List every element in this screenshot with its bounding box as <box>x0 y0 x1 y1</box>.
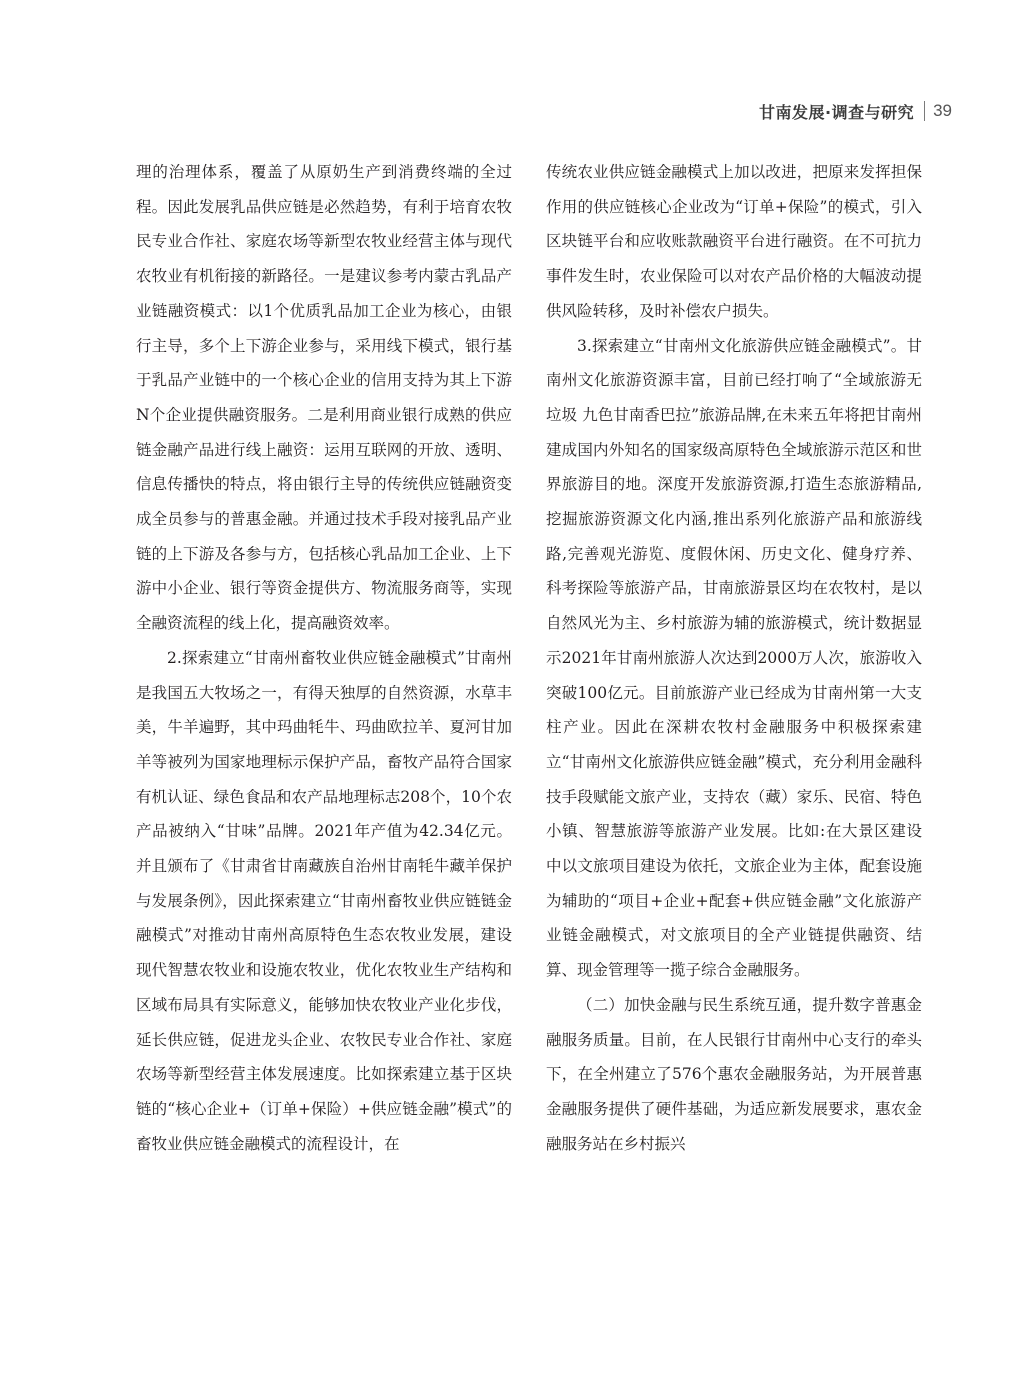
journal-section-title: 甘南发展·调查与研究 <box>758 102 915 122</box>
right-text-column <box>546 155 922 1161</box>
paragraph-tourism-finance: 3.探索建立“甘南州文化旅游供应链金融模式”。甘南州文化旅游资源丰富，目前已经打响了“全域旅游无垃圾 九色甘南香巴拉”旅游品牌,在未来五年将把甘南州建成国内外知名的国家级高原特色全域旅游示范区和世界旅游目的地。深度开发旅游资源,打造生态旅游精品,挖掘旅游资源文化内涵,推出系列化旅游产品和旅游线路,完善观光游览、度假休闲、历史文化、健身疗养、科考探险等旅游产品，甘南旅游景区均在农牧村，是以自然风光为主、乡村旅游为辅的旅游模式，统计数据显示2021年甘南州旅游人次达到2000万人次，旅游收入突破100亿元。目前旅游产业已经成为甘南州第一大支柱产业。因此在深耕农牧村金融服务中积极探索建立“甘南州文化旅游供应链金融”模式，充分利用金融科技手段赋能文旅产业，支持农（藏）家乐、民宿、特色小镇、智慧旅游等旅游产业发展。比如:在大景区建设中以文旅项目建设为依托，文旅企业为主体，配套设施为辅助的“项目+企业+配套+供应链金融”文化旅游产业链金融模式，对文旅项目的全产业链提供融资、结算、现金管理等一揽子综合金融服务。 <box>546 336 922 980</box>
left-text-column <box>136 155 512 1161</box>
paragraph-continued: 传统农业供应链金融模式上加以改进，把原来发挥担保作用的供应链核心企业改为“订单+保险”的模式，引入区块链平台和应收账款融资平台进行融资。在不可抗力事件发生时，农业保险可以对农产品价格的大幅波动提供风险转移，及时补偿农户损失。 <box>546 163 922 320</box>
paragraph-digital-inclusive-finance: （二）加快金融与民生系统互通，提升数字普惠金融服务质量。目前，在人民银行甘南州中心支行的牵头下，在全州建立了576个惠农金融服务站，为开展普惠金融服务提供了硬件基础，为适应新发展要求，惠农金融服务站在乡村振兴 <box>546 995 922 1153</box>
running-header <box>759 98 952 124</box>
paragraph-continued: 理的治理体系，覆盖了从原奶生产到消费终端的全过程。因此发展乳品供应链是必然趋势，有利于培育农牧民专业合作社、家庭农场等新型农牧业经营主体与现代农牧业有机衔接的新路径。一是建议参考内蒙古乳品产业链融资模式：以1个优质乳品加工企业为核心，由银行主导，多个上下游企业参与，采用线下模式，银行基于乳品产业链中的一个核心企业的信用支持为其上下游N个企业提供融资服务。二是利用商业银行成熟的供应链金融产品进行线上融资：运用互联网的开放、透明、信息传播快的特点，将由银行主导的传统供应链融资变成全员参与的普惠金融。并通过技术手段对接乳品产业链的上下游及各参与方，包括核心乳品加工企业、上下游中小企业、银行等资金提供方、物流服务商等，实现全融资流程的线上化，提高融资效率。 <box>136 163 512 633</box>
header-divider <box>924 101 925 121</box>
paragraph-livestock-finance: 2.探索建立“甘南州畜牧业供应链金融模式”甘南州是我国五大牧场之一，有得天独厚的自然资源，水草丰美，牛羊遍野，其中玛曲牦牛、玛曲欧拉羊、夏河甘加羊等被列为国家地理标示保护产品，畜牧产品符合国家有机认证、绿色食品和农产品地理标志208个，10个农产品被纳入“甘味”品牌。2021年产值为42.34亿元。并且颁布了《甘肃省甘南藏族自治州甘南牦牛藏羊保护与发展条例》，因此探索建立“甘南州畜牧业供应链链金融模式”对推动甘南州高原特色生态农牧业发展，建设现代智慧农牧业和设施农牧业，优化农牧业生产结构和区域布局具有实际意义，能够加快农牧业产业化步伐，延长供应链，促进龙头企业、农牧民专业合作社、家庭农场等新型经营主体发展速度。比如探索建立基于区块链的“核心企业+（订单+保险）+供应链金融”模式”的畜牧业供应链金融模式的流程设计，在 <box>136 648 512 1153</box>
page-number: 39 <box>933 101 952 120</box>
